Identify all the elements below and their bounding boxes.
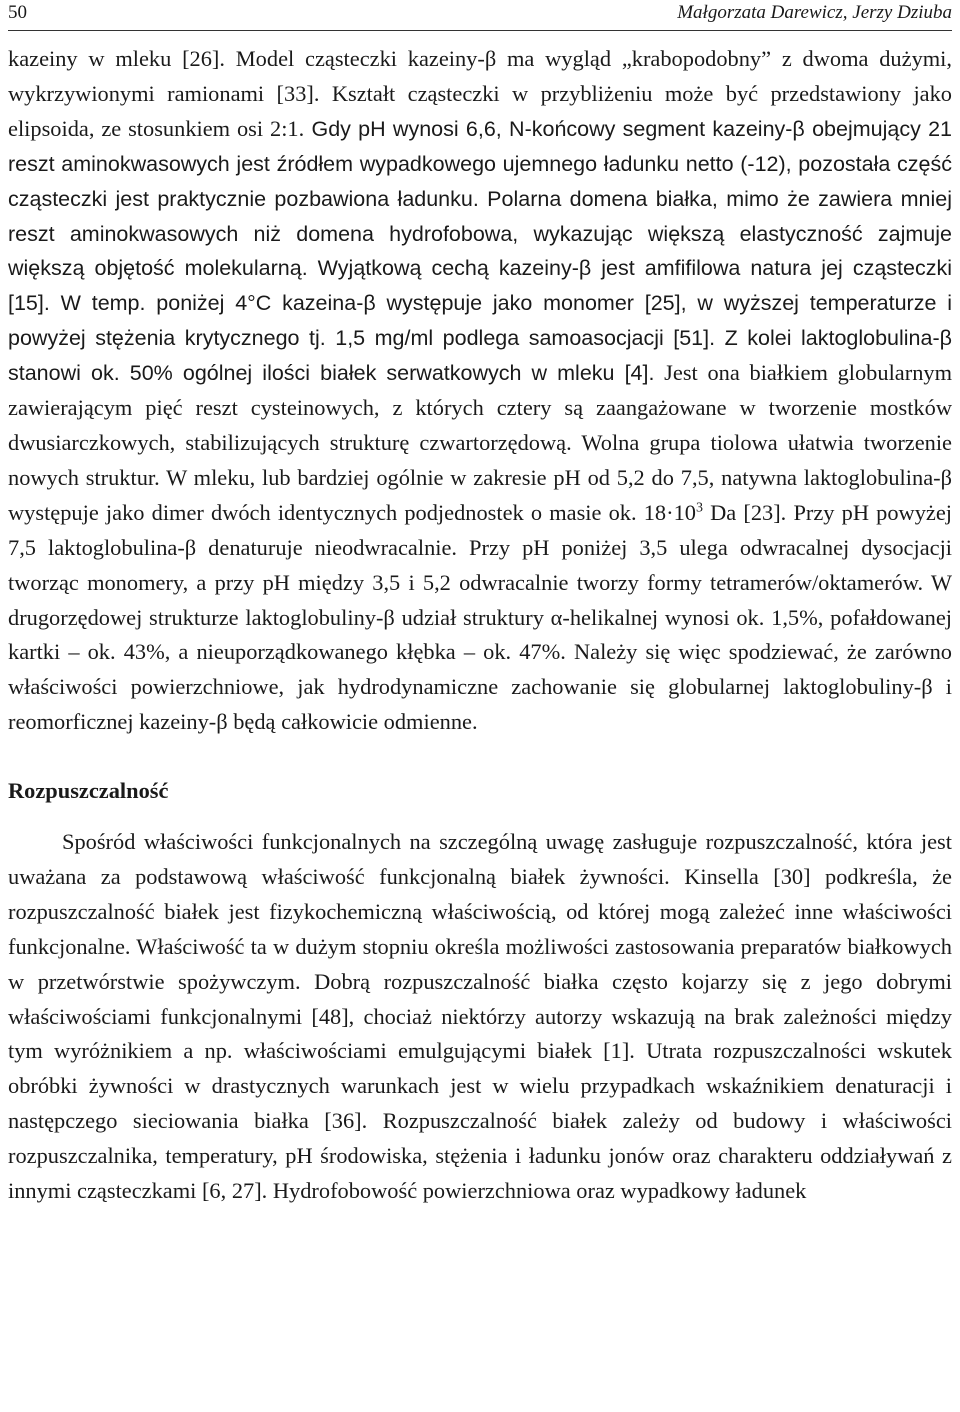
sentence: Jest ona białkiem globularnym zawierającym pięć reszt cysteinowych, z których cztery są zaangażowane w tworzenie mostków dwusiarczkowych, stabilizujących strukturę czwartorzędową.: [8, 360, 952, 455]
spacer: [8, 809, 952, 825]
sentence: Należy się więc spodziewać, że zarówno właściwości powierzchniowe, jak hydrodynamiczne zachowanie się globularnej laktoglobuliny-β i reomorficznej kazeiny-β będą całkowicie odmienne.: [8, 639, 952, 735]
sentence: kazeiny w mleku [26]. Model cząsteczki kazeiny-β ma wygląd „krabopodobny” z dwoma dużymi, wykrzywionymi ramionami [33]. Kształt cząsteczki w przybliżeniu może być przedstawiony jako elipsoida, ze stosunkiem osi 2:1.: [8, 46, 952, 141]
sentence: Właściwość ta w dużym stopniu określa możliwości zastosowania preparatów białkowych w przetwórstwie spożywczym.: [8, 933, 952, 994]
sentence: W mleku, lub bardziej ogólnie w zakresie pH od 5,2 do 7,5, natywna laktoglobulina-β występuje jako dimer dwóch identycznych podjednostek o masie ok. 18·10: [8, 464, 952, 525]
sentence: Wolna grupa tiolowa ułatwia tworzenie nowych struktur.: [8, 429, 952, 490]
sentence: Polarna domena białka, mimo że zawiera mniej reszt aminokwasowych niż domena hydrofobowa, wykazując większą elastyczność zajmuje większą objętość molekularną.: [8, 186, 952, 281]
sentence: Rozpuszczalność białek zależy od budowy i właściwości rozpuszczalnika, temperatury, pH środowiska, stężenia i ładunku jonów oraz charakteru oddziaływań z innymi cząsteczkami [6, 27].: [8, 1108, 952, 1204]
page-number: 50: [8, 2, 27, 23]
sentence: Da [23].: [702, 499, 787, 525]
sentence: Kinsella [30] podkreśla, że rozpuszczalność białek jest fizykochemiczną właściwością, od której mogą zależeć inne właściwości funkcjonalne.: [8, 863, 952, 959]
paragraph-caseins-lactoglobulin: [8, 42, 952, 740]
page-header: [8, 2, 952, 28]
sentence: Spośród właściwości funkcjonalnych na szczególną uwagę zasługuje rozpuszczalność, która jest uważana za podstawową właściwość funkcjonalną białek żywności.: [8, 829, 952, 889]
body-text: [8, 42, 952, 1209]
sentence: Gdy pH wynosi 6,6, N-końcowy segment kazeiny-β obejmujący 21 reszt aminokwasowych jest źródłem wypadkowego ujemnego ładunku netto (-12), pozostała część cząsteczki jest praktycznie pozbawiona ładunku.: [8, 116, 952, 211]
header-rule: [8, 30, 952, 31]
running-head-authors: Małgorzata Darewicz, Jerzy Dziuba: [677, 2, 952, 23]
sentence: W drugorzędowej strukturze laktoglobuliny-β udział struktury α-helikalnej wynosi ok. 1,5%, pofałdowanej kartki – ok. 43%, a nieuporządkowanego kłębka – ok. 47%.: [8, 569, 953, 665]
spacer: [8, 740, 952, 774]
sentence: Hydrofobowość powierzchniowa oraz wypadkowy ładunek: [267, 1178, 807, 1204]
sentence: Przy pH powyżej 7,5 laktoglobulina-β denaturuje nieodwracalnie.: [8, 499, 952, 560]
sentence: Wyjątkową cechą kazeiny-β jest amfifilowa natura jej cząsteczki [15]. W temp. poniżej 4°C kazeina-β występuje jako monomer [25], w wyższej temperaturze i powyżej stężenia krytycznego tj. 1,5 mg/ml podlega samoasocjacji [51]. Z kolei laktoglobulina-β stanowi ok. 50% ogólnej ilości białek serwatkowych w mleku [4].: [8, 256, 952, 386]
paragraph-solubility: [8, 825, 952, 1209]
sentence: Dobrą rozpuszczalność białka często kojarzy się z jego dobrymi właściwościami funkcjonalnymi [48], chociaż niektórzy autorzy wskazują na brak zależności między tym wyróżnikiem a np. właściwościami emulgującymi białek [1].: [8, 968, 952, 1064]
section-heading: Rozpuszczalność: [8, 778, 169, 804]
sentence: Utrata rozpuszczalności wskutek obróbki żywności w drastycznych warunkach jest w wielu przypadkach wskaźnikiem denaturacji i następczego sieciowania białka [36].: [8, 1038, 952, 1134]
superscript-exponent: 3: [695, 500, 703, 516]
sentence: Przy pH poniżej 3,5 ulega odwracalnej dysocjacji tworząc monomery, a przy pH między 3,5 i 5,2 odwracalnie tworzy formy tetramerów/oktamerów.: [8, 534, 953, 595]
